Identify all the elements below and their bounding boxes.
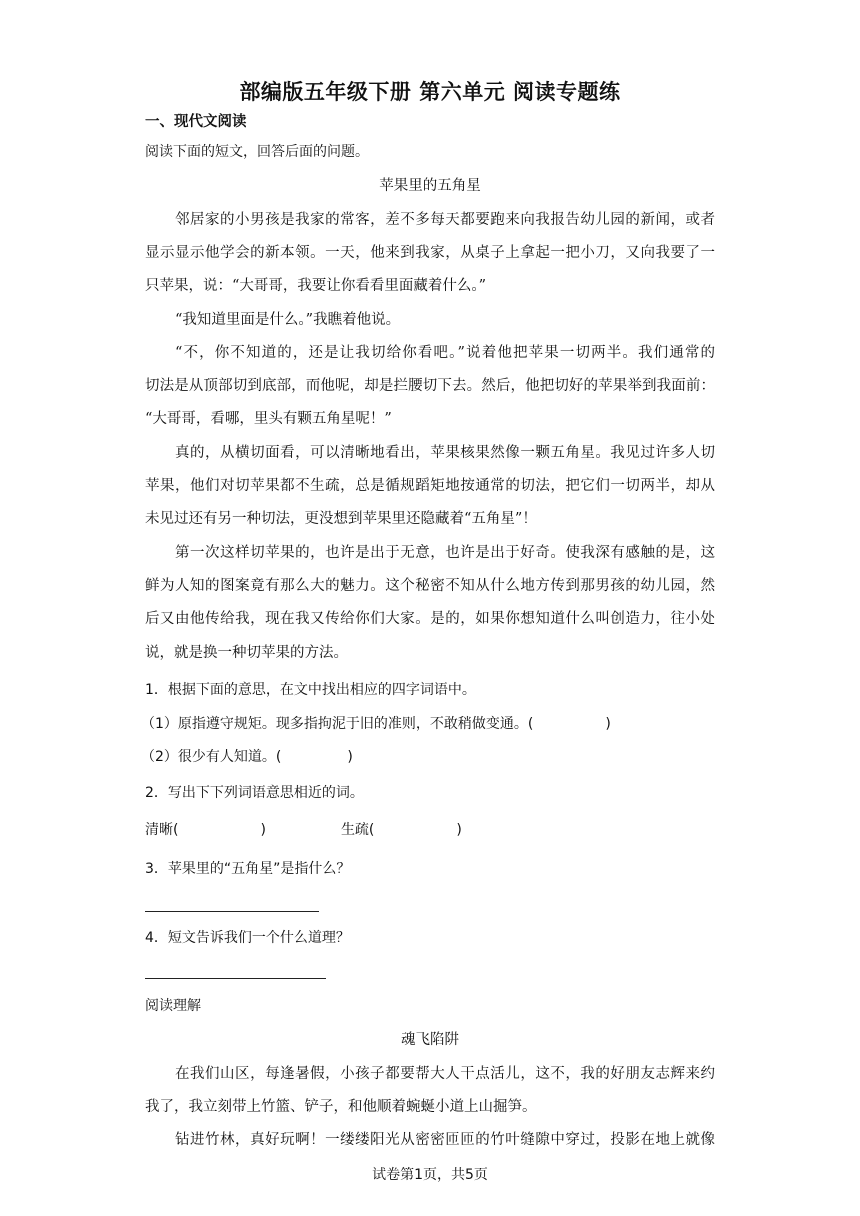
article-title: 苹果里的五角星 xyxy=(379,178,481,194)
question-1-2-text: （2）很少有人知道。( xyxy=(141,749,282,765)
answer-line[interactable] xyxy=(145,911,319,912)
article-line: 第一次这样切苹果的，也许是出于无意，也许是出于好奇。使我深有感触的是，这 xyxy=(175,545,715,561)
article-line: “不，你不知道的，还是让我切给你看吧。”说着他把苹果一切两半。我们通常的 xyxy=(175,345,715,361)
article-line: 钻进竹林，真好玩啊！一缕缕阳光从密密匝匝的竹叶缝隙中穿过，投影在地上就像 xyxy=(175,1132,715,1148)
close-paren: ) xyxy=(456,822,462,838)
page-title: 部编版五年级下册 第六单元 阅读专题练 xyxy=(239,80,621,104)
article-line: 只苹果，说：“大哥哥，我要让你看看里面藏着什么。” xyxy=(145,278,487,294)
word-clear: 清晰( xyxy=(145,822,179,838)
question-2-words xyxy=(145,820,715,840)
article-line: 真的，从横切面看，可以清晰地看出，苹果核果然像一颗五角星。我见过许多人切 xyxy=(175,445,715,461)
article-line: “我知道里面是什么。”我瞧着他说。 xyxy=(175,312,401,328)
close-paren: ) xyxy=(347,749,353,765)
question-2: 2．写出下下列词语意思相近的词。 xyxy=(145,785,364,801)
question-1: 1．根据下面的意思，在文中找出相应的四字词语中。 xyxy=(145,682,476,698)
answer-line[interactable] xyxy=(145,978,326,979)
article-line: 切法是从顶部切到底部，而他呢，却是拦腰切下去。然后，他把切好的苹果举到我面前： xyxy=(145,378,715,394)
article-line: 鲜为人知的图案竟有那么大的魅力。这个秘密不知从什么地方传到那男孩的幼儿园，然 xyxy=(145,578,715,594)
article-line: 在我们山区，每逢暑假，小孩子都要帮大人干点活儿，这不，我的好朋友志辉来约 xyxy=(175,1066,715,1082)
article-line: 苹果，他们对切苹果都不生疏，总是循规蹈矩地按通常的切法，把它们一切两半，却从 xyxy=(145,478,715,494)
word-unfamiliar: 生疏( xyxy=(340,822,375,838)
section-heading: 一、现代文阅读 xyxy=(145,114,247,130)
close-paren: ) xyxy=(605,716,611,732)
article-line: 我了，我立刻带上竹篮、铲子，和他顺着蜿蜒小道上山掘笋。 xyxy=(145,1099,537,1115)
question-3: 3．苹果里的“五角星”是指什么？ xyxy=(145,861,351,877)
instruction-text: 阅读下面的短文，回答后面的问题。 xyxy=(145,144,369,160)
article-line: “大哥哥，看哪，里头有颗五角星呢！” xyxy=(145,411,392,427)
article-line: 显示显示他学会的新本领。一天，他来到我家，从桌子上拿起一把小刀，又向我要了一 xyxy=(145,245,715,261)
article-line: 后又由他传给我，现在我又传给你们大家。是的，如果你想知道什么叫创造力，往小处 xyxy=(145,611,715,627)
close-paren: ) xyxy=(260,822,266,838)
article-line: 未见过还有另一种切法，更没想到苹果里还隐藏着“五角星”！ xyxy=(145,511,537,527)
article-title-2: 魂飞陷阱 xyxy=(401,1032,459,1048)
question-4: 4．短文告诉我们一个什么道理？ xyxy=(145,930,350,946)
article-line: 说，就是换一种切苹果的方法。 xyxy=(145,645,348,661)
section-heading-2: 阅读理解 xyxy=(145,998,201,1014)
question-1-1-text: （1）原指遵守规矩。现多指拘泥于旧的准则，不敢稍做变通。( xyxy=(141,716,534,732)
question-1-1 xyxy=(141,714,711,734)
article-line: 邻居家的小男孩是我家的常客，差不多每天都要跑来向我报告幼儿园的新闻，或者 xyxy=(175,212,715,228)
page-footer: 试卷第1页，共5页 xyxy=(372,1167,488,1183)
question-1-2 xyxy=(141,747,711,767)
